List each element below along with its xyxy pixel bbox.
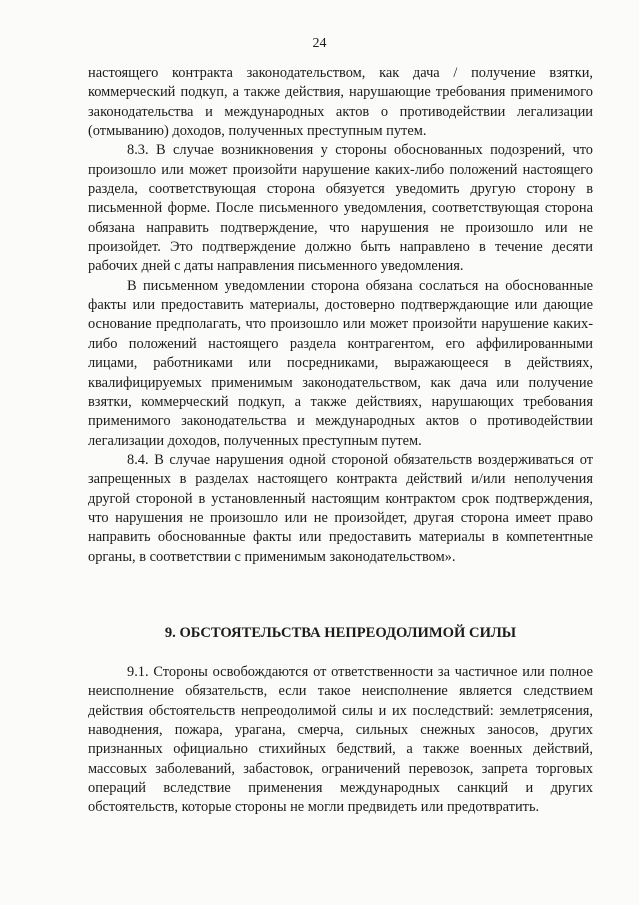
body-text-section-8 (88, 64, 593, 567)
paragraph-notification-content: В письменном уведомлении сторона обязана сослаться на обоснованные факты или предоставить материалы, достоверно подтверждающие или дающие основание предполагать, что произошло или может произойти нарушение каких-либо положений настоящего раздела контрагентом, его аффилированными лицами, работниками или посредниками, выражающееся в действиях, квалифицируемых применимым законодательством, как дача или получение взятки, коммерческий подкуп, а также действиях, нарушающих требования применимого законодательства и международных актов о противодействии легализации доходов, полученных преступным путем. (88, 277, 593, 449)
section-heading-force-majeure: 9. ОБСТОЯТЕЛЬСТВА НЕПРЕОДОЛИМОЙ СИЛЫ (164, 625, 517, 641)
paragraph-continuation: настоящего контракта законодательством, как дача / получение взятки, коммерческий подкуп, а также действия, нарушающие требования применимого законодательства и международных актов о противодействии легализации (отмыванию) доходов, полученных преступным путем. (88, 65, 593, 140)
page-number: 24 (312, 36, 327, 51)
paragraph-9-1: 9.1. Стороны освобождаются от ответственности за частичное или полное неисполнение обязательств, если такое неисполнение является следствием действия обстоятельств непреодолимой силы и их последствий: землетрясения, наводнения, пожара, урагана, смерча, сильных снежных заносов, других признанных официально стихийных бедствий, а также военных действий, массовых заболеваний, забастовок, ограничений перевозок, запрета торговых операций вследствие применения международных санкций и других обстоятельств, которые стороны не могли предвидеть или предотвратить. (88, 664, 593, 816)
paragraph-8-3: 8.3. В случае возникновения у стороны обоснованных подозрений, что произошло или может произойти нарушение каких-либо положений настоящего раздела, соответствующая сторона обязуется уведомить другую сторону в письменной форме. После письменного уведомления, соответствующая сторона обязана направить подтверждение, что нарушения не произошло или не произойдет. Это подтверждение должно быть направлено в течение десяти рабочих дней с даты направления письменного уведомления. (88, 142, 593, 275)
paragraph-8-4: 8.4. В случае нарушения одной стороной обязательств воздерживаться от запрещенных в разделах настоящего контракта действий и/или неполучения другой стороной в установленный настоящим контрактом срок подтверждения, что нарушения не произошло или не произойдет, другая сторона имеет право направить обоснованные факты или предоставить материалы в компетентные органы, в соответствии с применимым законодательством». (88, 451, 593, 565)
body-text-section-9 (88, 663, 593, 818)
